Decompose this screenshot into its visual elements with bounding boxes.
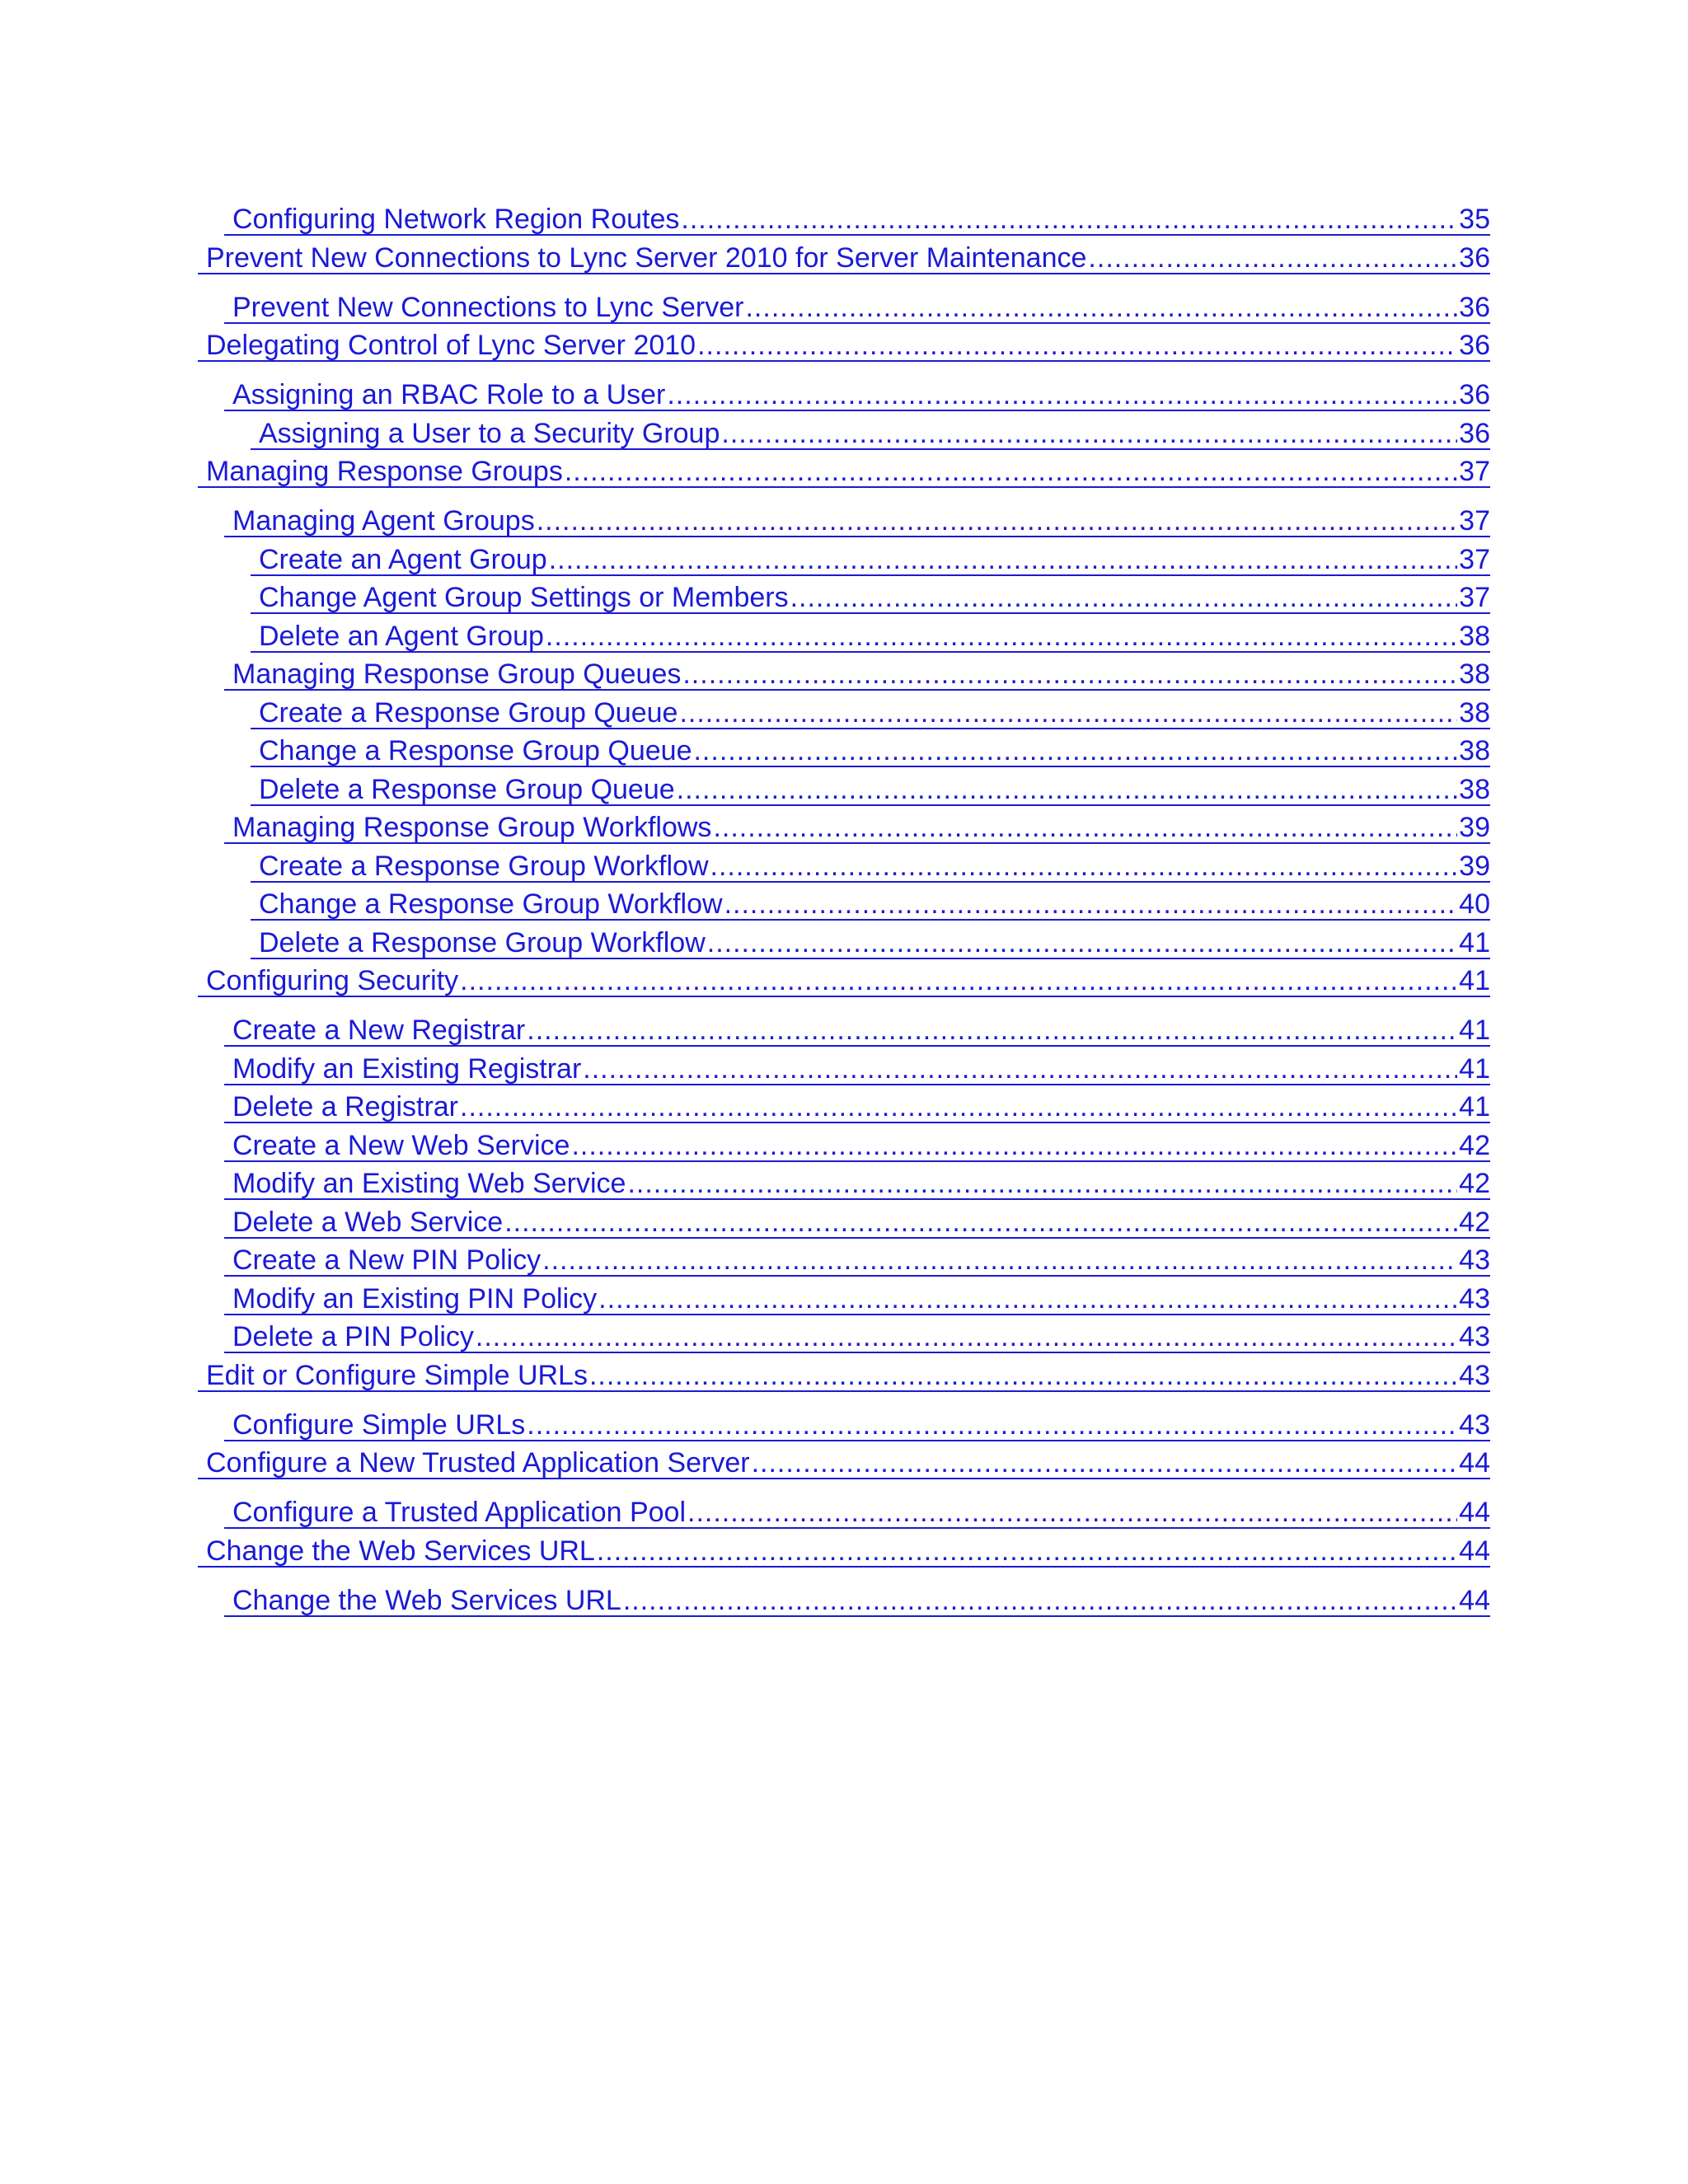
toc-dot-leader: [549, 543, 1457, 576]
toc-entry[interactable]: [224, 291, 1490, 324]
toc-entry[interactable]: [224, 1496, 1490, 1529]
toc-entry-title: Assigning an RBAC Role to a User: [232, 379, 666, 410]
toc-entry[interactable]: [251, 696, 1490, 729]
toc-entry-page-number: 42: [1459, 1130, 1490, 1161]
toc-entry-title: Delegating Control of Lync Server 2010: [206, 330, 696, 361]
toc-entry-page-number: 37: [1459, 456, 1490, 487]
toc-entry[interactable]: [251, 543, 1490, 576]
toc-entry-page-number: 43: [1459, 1321, 1490, 1352]
toc-dot-leader: [713, 811, 1457, 844]
toc-entry-page-number: 42: [1459, 1207, 1490, 1238]
toc-entry-page-number: 36: [1459, 418, 1490, 449]
toc-dot-leader: [597, 1535, 1457, 1568]
toc-entry-page-number: 38: [1459, 658, 1490, 690]
toc-entry-page-number: 35: [1459, 204, 1490, 235]
toc-entry-page-number: 42: [1459, 1168, 1490, 1199]
toc-entry-title: Prevent New Connections to Lync Server: [232, 292, 744, 323]
toc-entry[interactable]: [251, 850, 1490, 883]
toc-entry-title: Managing Agent Groups: [232, 505, 535, 537]
toc-dot-leader: [682, 658, 1457, 691]
toc-entry-title: Create an Agent Group: [259, 544, 547, 575]
toc-entry[interactable]: [224, 504, 1490, 537]
toc-dot-leader: [721, 417, 1457, 450]
toc-entry[interactable]: [251, 620, 1490, 653]
toc-entry-title: Create a New Registrar: [232, 1015, 526, 1046]
toc-dot-leader: [460, 964, 1457, 997]
toc-dot-leader: [724, 888, 1458, 921]
toc-entry[interactable]: [198, 241, 1490, 274]
toc-entry-page-number: 43: [1459, 1244, 1490, 1276]
toc-entry[interactable]: [224, 811, 1490, 844]
toc-entry-title: Configuring Security: [206, 965, 459, 996]
toc-entry[interactable]: [198, 1359, 1490, 1392]
toc-dot-leader: [752, 1446, 1458, 1479]
toc-entry-page-number: 44: [1459, 1585, 1490, 1616]
toc-entry-page-number: 38: [1459, 774, 1490, 805]
toc-dot-leader: [504, 1206, 1457, 1239]
toc-dot-leader: [1088, 241, 1457, 274]
toc-dot-leader: [710, 850, 1458, 883]
toc-entry[interactable]: [198, 329, 1490, 362]
toc-entry[interactable]: [251, 417, 1490, 450]
toc-dot-leader: [527, 1408, 1457, 1441]
toc-entry[interactable]: [224, 1408, 1490, 1441]
toc-entry-title: Modify an Existing Web Service: [232, 1168, 626, 1199]
toc-entry[interactable]: [224, 1282, 1490, 1315]
toc-dot-leader: [627, 1167, 1457, 1200]
toc-dot-leader: [546, 620, 1457, 653]
toc-entry[interactable]: [251, 888, 1490, 921]
toc-entry-page-number: 43: [1459, 1283, 1490, 1315]
toc-entry[interactable]: [198, 964, 1490, 997]
toc-dot-leader: [598, 1282, 1457, 1315]
toc-entry-title: Configure a New Trusted Application Server: [206, 1447, 750, 1479]
toc-entry-page-number: 41: [1459, 927, 1490, 958]
toc-entry-title: Change a Response Group Queue: [259, 735, 692, 766]
toc-dot-leader: [460, 1090, 1457, 1123]
toc-entry[interactable]: [224, 1129, 1490, 1162]
toc-entry-title: Managing Response Groups: [206, 456, 563, 487]
toc-dot-leader: [707, 926, 1457, 959]
toc-entry[interactable]: [224, 1014, 1490, 1047]
toc-dot-leader: [693, 734, 1457, 767]
toc-dot-leader: [681, 203, 1457, 236]
toc-entry-page-number: 40: [1459, 888, 1490, 920]
toc-entry[interactable]: [224, 378, 1490, 411]
toc-entry[interactable]: [198, 1446, 1490, 1479]
toc-entry-page-number: 37: [1459, 582, 1490, 613]
toc-entry-title: Configure a Trusted Application Pool: [232, 1497, 687, 1528]
toc-entry-page-number: 43: [1459, 1360, 1490, 1391]
toc-entry-page-number: 37: [1459, 544, 1490, 575]
toc-entry[interactable]: [224, 658, 1490, 691]
toc-dot-leader: [687, 1496, 1457, 1529]
toc-entry-title: Configure Simple URLs: [232, 1409, 526, 1441]
toc-entry[interactable]: [198, 455, 1490, 488]
toc-entry-title: Modify an Existing Registrar: [232, 1053, 582, 1085]
toc-dot-leader: [790, 581, 1458, 614]
toc-entry-page-number: 36: [1459, 242, 1490, 274]
toc-entry-page-number: 44: [1459, 1447, 1490, 1479]
toc-entry-title: Delete a PIN Policy: [232, 1321, 474, 1352]
toc-entry-title: Change the Web Services URL: [232, 1585, 621, 1616]
toc-entry-page-number: 44: [1459, 1497, 1490, 1528]
toc-dot-leader: [623, 1584, 1457, 1617]
toc-entry-page-number: 41: [1459, 1053, 1490, 1085]
toc-entry[interactable]: [224, 1206, 1490, 1239]
toc-entry-title: Assigning a User to a Security Group: [259, 418, 720, 449]
toc-entry-page-number: 38: [1459, 697, 1490, 729]
toc-entry-page-number: 36: [1459, 379, 1490, 410]
toc-entry-page-number: 41: [1459, 1015, 1490, 1046]
toc-entry[interactable]: [224, 1090, 1490, 1123]
toc-dot-leader: [565, 455, 1457, 488]
toc-entry-title: Delete a Response Group Queue: [259, 774, 675, 805]
toc-dot-leader: [679, 696, 1457, 729]
toc-dot-leader: [476, 1320, 1457, 1353]
toc-entry-title: Delete a Web Service: [232, 1207, 504, 1238]
toc-entry[interactable]: [224, 1052, 1490, 1085]
toc-dot-leader: [527, 1014, 1457, 1047]
toc-entry[interactable]: [251, 773, 1490, 806]
toc-entry[interactable]: [251, 734, 1490, 767]
toc-entry-title: Configuring Network Region Routes: [232, 204, 680, 235]
toc-dot-leader: [571, 1129, 1457, 1162]
toc-entry-page-number: 37: [1459, 505, 1490, 537]
toc-entry[interactable]: [224, 203, 1490, 236]
toc-entry-page-number: 38: [1459, 621, 1490, 652]
toc-entry[interactable]: [224, 1584, 1490, 1617]
toc-entry-page-number: 43: [1459, 1409, 1490, 1441]
toc-entry-title: Edit or Configure Simple URLs: [206, 1360, 588, 1391]
toc-entry-page-number: 39: [1459, 812, 1490, 843]
toc-entry-title: Prevent New Connections to Lync Server 2010 for Server Maintenance: [206, 242, 1087, 274]
toc-entry-title: Create a New Web Service: [232, 1130, 570, 1161]
toc-dot-leader: [589, 1359, 1457, 1392]
toc-entry-title: Delete an Agent Group: [259, 621, 544, 652]
toc-entry[interactable]: [224, 1167, 1490, 1200]
toc-entry-title: Managing Response Group Queues: [232, 658, 682, 690]
toc-entry[interactable]: [224, 1244, 1490, 1277]
toc-entry[interactable]: [251, 926, 1490, 959]
toc-dot-leader: [745, 291, 1457, 324]
toc-entry-title: Change Agent Group Settings or Members: [259, 582, 789, 613]
toc-entry[interactable]: [251, 581, 1490, 614]
toc-entry-title: Delete a Registrar: [232, 1091, 459, 1122]
toc-entry-page-number: 44: [1459, 1535, 1490, 1567]
toc-entry-title: Create a Response Group Workflow: [259, 851, 709, 882]
toc-dot-leader: [583, 1052, 1457, 1085]
toc-dot-leader: [677, 773, 1458, 806]
toc-entry-title: Change the Web Services URL: [206, 1535, 595, 1567]
toc-entry-title: Modify an Existing PIN Policy: [232, 1283, 598, 1315]
toc-entry-page-number: 36: [1459, 292, 1490, 323]
toc-dot-leader: [537, 504, 1457, 537]
toc-entry-title: Delete a Response Group Workflow: [259, 927, 706, 958]
toc-entry-title: Create a Response Group Queue: [259, 697, 678, 729]
toc-entry-page-number: 41: [1459, 965, 1490, 996]
toc-entry-page-number: 36: [1459, 330, 1490, 361]
toc-entry-page-number: 38: [1459, 735, 1490, 766]
toc-entry-title: Change a Response Group Workflow: [259, 888, 723, 920]
toc-dot-leader: [697, 329, 1457, 362]
toc-entry[interactable]: [198, 1535, 1490, 1568]
toc-dot-leader: [542, 1244, 1457, 1277]
toc-entry-title: Create a New PIN Policy: [232, 1244, 542, 1276]
toc-dot-leader: [667, 378, 1457, 411]
toc-entry[interactable]: [224, 1320, 1490, 1353]
toc-entry-page-number: 39: [1459, 851, 1490, 882]
toc-entry-page-number: 41: [1459, 1091, 1490, 1122]
toc-entry-title: Managing Response Group Workflows: [232, 812, 712, 843]
